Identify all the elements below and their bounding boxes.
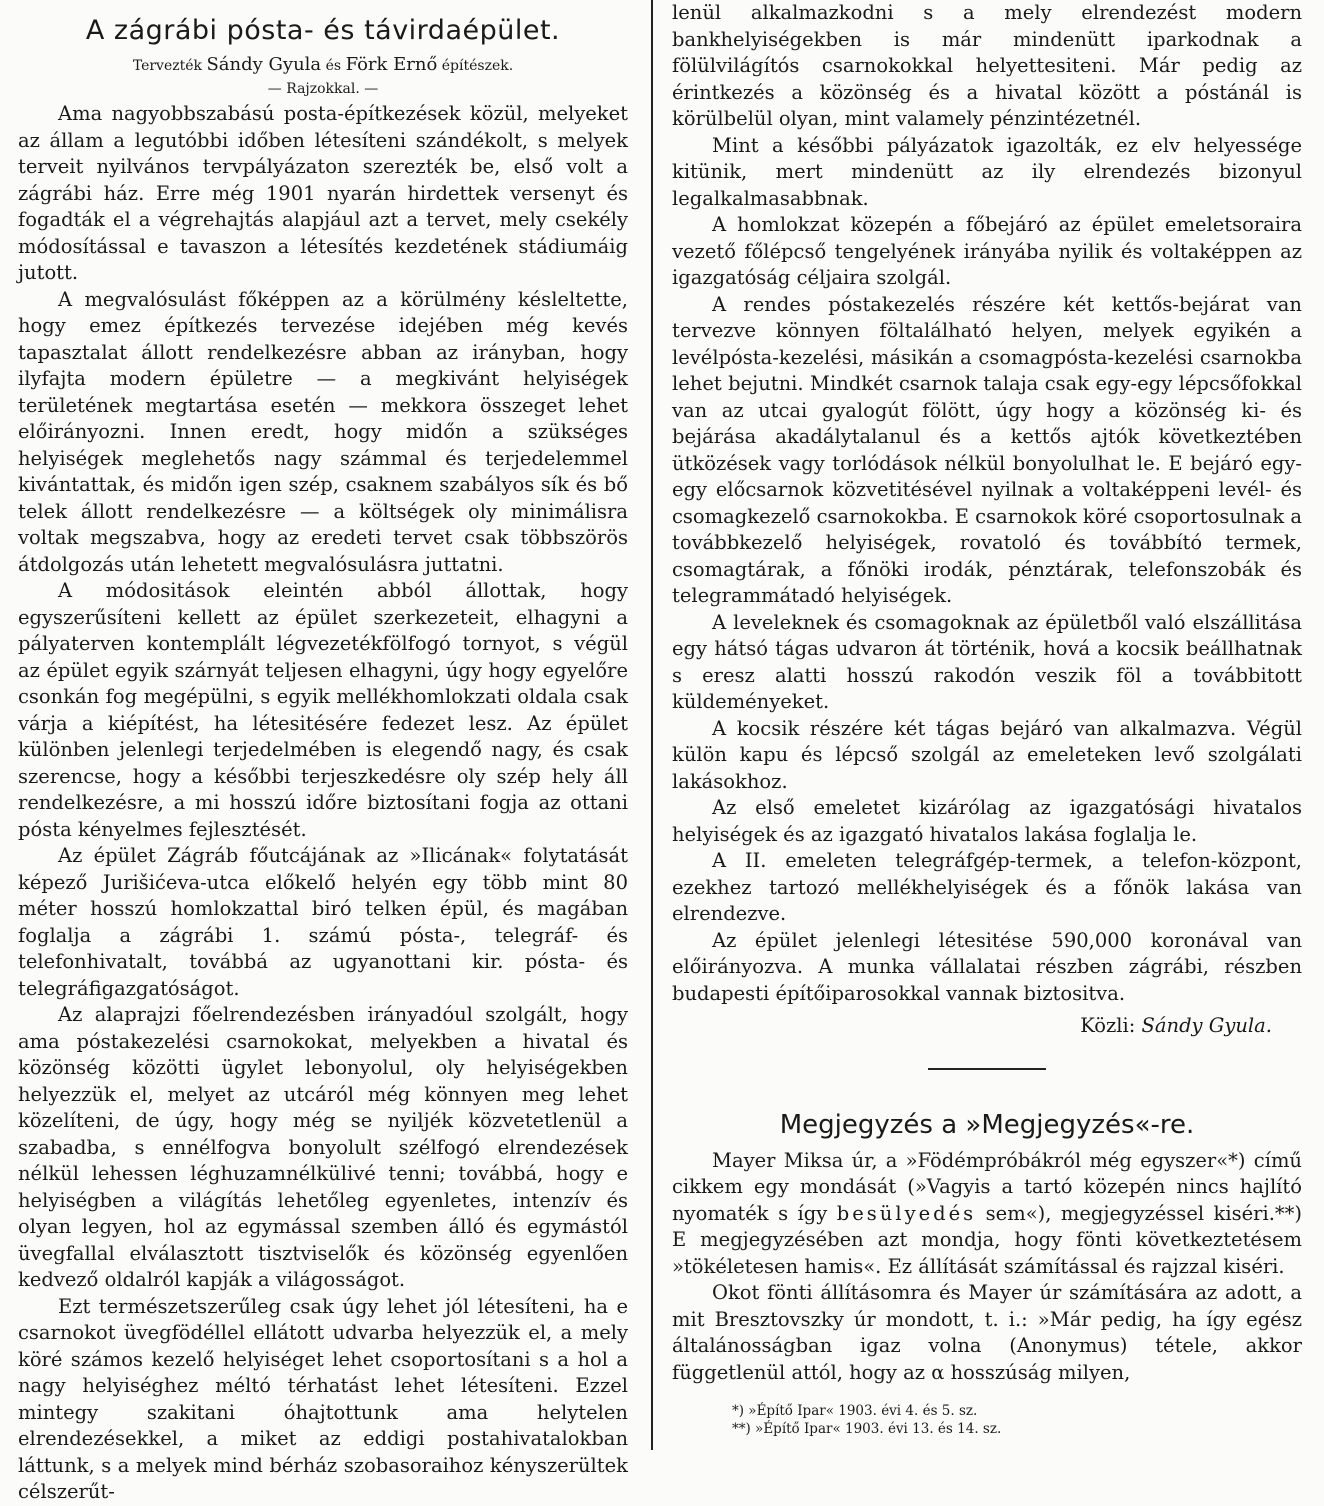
- p1-spaced-word: besülyedés: [836, 1201, 977, 1225]
- author-2: Förk Ernő: [345, 54, 438, 75]
- paragraph: A II. emeleten telegráfgép-termek, a telefon-központ, ezekhez tartozó mellékhelyiségek és a főnök lakása van elrendezve.: [672, 849, 1302, 925]
- article-subtitle: — Rajzokkal. —: [267, 81, 379, 97]
- paragraph: Okot fönti állításomra és Mayer úr számítására az adott, a mit Bresztovszky úr mondott, t. i.: »Már pedig, ha így egész általánosságban igaz volna (Anonymus) tétele, akkor függetlenül attól, hogy az α hosszúság milyen,: [672, 1281, 1302, 1384]
- byline-suffix: építészek.: [441, 58, 514, 74]
- signature-name: Sándy Gyula.: [1141, 1014, 1272, 1037]
- article-byline: [18, 54, 628, 77]
- footnote-2: **) »Építő Ipar« 1903. évi 13. és 14. sz.: [732, 1421, 1002, 1437]
- column-divider: [651, 0, 653, 1450]
- right-column: [672, 0, 1302, 1438]
- author-1: Sándy Gyula: [206, 54, 322, 75]
- paragraph: A kocsik részére két tágas bejáró van alkalmazva. Végül külön kapu és lépcső szolgál az emeleteken levő szolgálati lakásokhoz.: [672, 716, 1302, 793]
- article2-title: Megjegyzés a »Megjegyzés«-re.: [779, 1109, 1195, 1140]
- paragraph: [672, 1148, 1302, 1281]
- footnotes: [672, 1402, 1302, 1438]
- paragraph: Ezt természetszerűleg csak úgy lehet jól létesíteni, ha e csarnokot üvegfödéllel ellátott udvarba helyezzük el, a mely köré számos kezelő helyiséget lehet csoportosítani s a hol a nagy helyiséghez méltó térhatást lehet létesíteni. Ezzel mintegy szakitani óhajtottunk ama helytelen elrendezésekkel, a miket az eddigi postahivatalokban láttunk, s a melyek mind bérház szobasoraihoz kényszerültek célszerűt-: [18, 1294, 628, 1503]
- paragraph: Az első emeletet kizárólag az igazgatósági hivatalos helyiségek és az igazgató hivatalos lakása foglalja le.: [672, 796, 1302, 846]
- footnote-1: *) »Építő Ipar« 1903. évi 4. és 5. sz.: [732, 1403, 978, 1419]
- paragraph: Mint a későbbi pályázatok igazolták, ez elv helyessége kitünik, mert mindenütt az ily elrendezés bizonyul legalkalmasabbnak.: [672, 133, 1302, 210]
- paragraph: Ama nagyobbszabású posta-építkezések közül, melyeket az állam a legutóbbi időben létesíteni szándékolt, s melyek terveit nyilvános tervpályázaton szerezték be, első volt a zágrábi ház. Erre még 1901 nyarán hirdettek versenyt és fogadták el a végrehajtás alapjául azt a tervet, mely csekély módosítással e tavaszon a létesítés kezdetének stádiumáig jutott.: [18, 102, 628, 284]
- paragraph-continuation: lenül alkalmazkodni s a mely elrendezést modern bankhelyiségekben is már mindenütt iparkodnak a fölülvilágítós csarnokokkal helyettesiteni. Már pedig az érintkezés a közönség és a hivatal között a póstánál is körülbelül olyan, mint valamely pénzintézetnél.: [672, 1, 1302, 130]
- signature: [672, 1013, 1302, 1040]
- paragraph: Az épület Zágráb főutcájának az »Ilicának« folytatását képező Jurišićeva-utca előkelő helyén egy több mint 80 méter hosszú homlokzattal biró telken épül, és magában foglalja a zágrábi 1. számú pósta-, telegráf- és telefonhivatalt, továbbá az ugyanottani kir. pósta- és telegráfigazgatóságot.: [18, 844, 628, 1000]
- paragraph: Az alaprajzi főelrendezésben irányadóul szolgált, hogy ama póstakezelési csarnokokat, melyekben a hivatal és közönség közötti ügylet lebonyolul, oly helyiségekben helyezzük el, melyet az utcáról még könnyen meg lehet közelíteni, de úgy, hogy még se nyiljék közvetetlenül a szabadba, s ennélfogva bonyolult szélfogó elrendezések nélkül lehessen léghuzamnélkülivé tenni; továbbá, hogy e helyiségben a világítás lehetőleg egyenletes, intenzív és olyan legyen, hol az egymással szemben álló és egymástól üvegfallal elválasztott tisztviselők és közönség egyenlően kedvező oldalról kapják a világosságot.: [18, 1003, 628, 1291]
- paragraph: A rendes póstakezelés részére két kettős-bejárat van tervezve könnyen föltalálható helyen, melyek egyikén a levélpósta-kezelési, másikán a csomagpósta-kezelési csarnokba lehet bejutni. Mindkét csarnok talaja csak egy-egy lépcsőfokkal van az utcai gyalogút fölött, úgy hogy a közönség ki- és bejárása akadálytalanul és a kettős ajtók következtében ütközések vagy torlódások nélkül bonyolulhat le. E bejáró egy-egy előcsarnok közvetitésével nyilnak a voltaképpeni levél- és csomagkezelő csarnokokba. E csarnokok köré csoportosulnak a továbbkezelő helyiségek, rovatoló és továbbító termek, csomagtárak, a főnöki irodák, pénztárak, telefonszobák és telegrammátadó helyiségek.: [672, 292, 1302, 607]
- left-column: [18, 0, 628, 1506]
- p1-part-b: sem«), megjegyzéssel kiséri.**) E megjegyzésében azt mondja, hogy fönti következtetésem »tökéletesen hamis«. Ez állítását számítással és rajzzal kiséri.: [672, 1201, 1303, 1278]
- byline-prefix: Tervezték: [132, 58, 203, 74]
- p1-part-a: Mayer Miksa úr, a »Födémpróbákról még egyszer«*) című cikkem egy mondását (»Vagyis a tartó közepén nincs hajlító nyomaték s így: [672, 1148, 1302, 1225]
- article-title: A zágrábi pósta- és távirdaépület.: [85, 15, 561, 46]
- paragraph: A megvalósulást főképpen az a körülmény késleltette, hogy emez építkezés tervezése idejében még kevés tapasztalat állott rendelkezésre abban az irányban, hogy ilyfajta modern épületre — a megkivánt helyiségek területének megtartása esetén — mekkora összeget lehet előirányozni. Innen eredt, hogy midőn a szükséges helyiségek meglehetős nagy számmal és terjedelemmel kivántattak, és midőn igen szép, csaknem szabályos sík és bő telek állott rendelkezésre — a költségek oly minimálisra voltak megszabva, hogy az eredeti tervet csak többszörös átdolgozás után lehetett megvalósulásra juttatni.: [18, 287, 628, 576]
- paragraph: A homlokzat közepén a főbejáró az épület emeletsoraira vezető főlépcső tengelyének irányába nyilik és voltaképpen az igazgatóság céljaira szolgál.: [672, 213, 1302, 289]
- signature-label: Közli:: [1080, 1014, 1136, 1037]
- section-rule: [928, 1068, 1046, 1070]
- paragraph: Az épület jelenlegi létesitése 590,000 koronával van előirányozva. A munka vállalatai részben zágrábi, részben budapesti építőiparosokkal vannak biztositva.: [672, 928, 1302, 1005]
- byline-and: és: [325, 58, 342, 74]
- paragraph: A leveleknek és csomagoknak az épületből való elszállitása egy hátsó tágas udvaron át történik, hová a kocsik beállhatnak s eresz alatti hosszú rakodón veszik föl a továbbitott küldeményeket.: [672, 610, 1302, 713]
- paragraph: A módositások eleintén abból állottak, hogy egyszerűsíteni kellett az épület szerkezeteit, elhagyni a pályaterven kontemplált légvezetékfölfogó tornyot, s végül az épület egyik szárnyát teljesen elhagyni, úgy hogy egyelőre csonkán fog megépülni, s egyik mellékhomlokzati oldala csak várja a kiépítést, ha létesitésére fedezet lesz. Az épület különben jelenlegi terjedelmében is elegendő nagy, és csak szerencse, hogy a későbbi terjeszkedésre oly szép hely áll rendelkezésre, a mi hosszú időre biztosítani fogja az ottani pósta kényelmes fejlesztését.: [18, 579, 628, 841]
